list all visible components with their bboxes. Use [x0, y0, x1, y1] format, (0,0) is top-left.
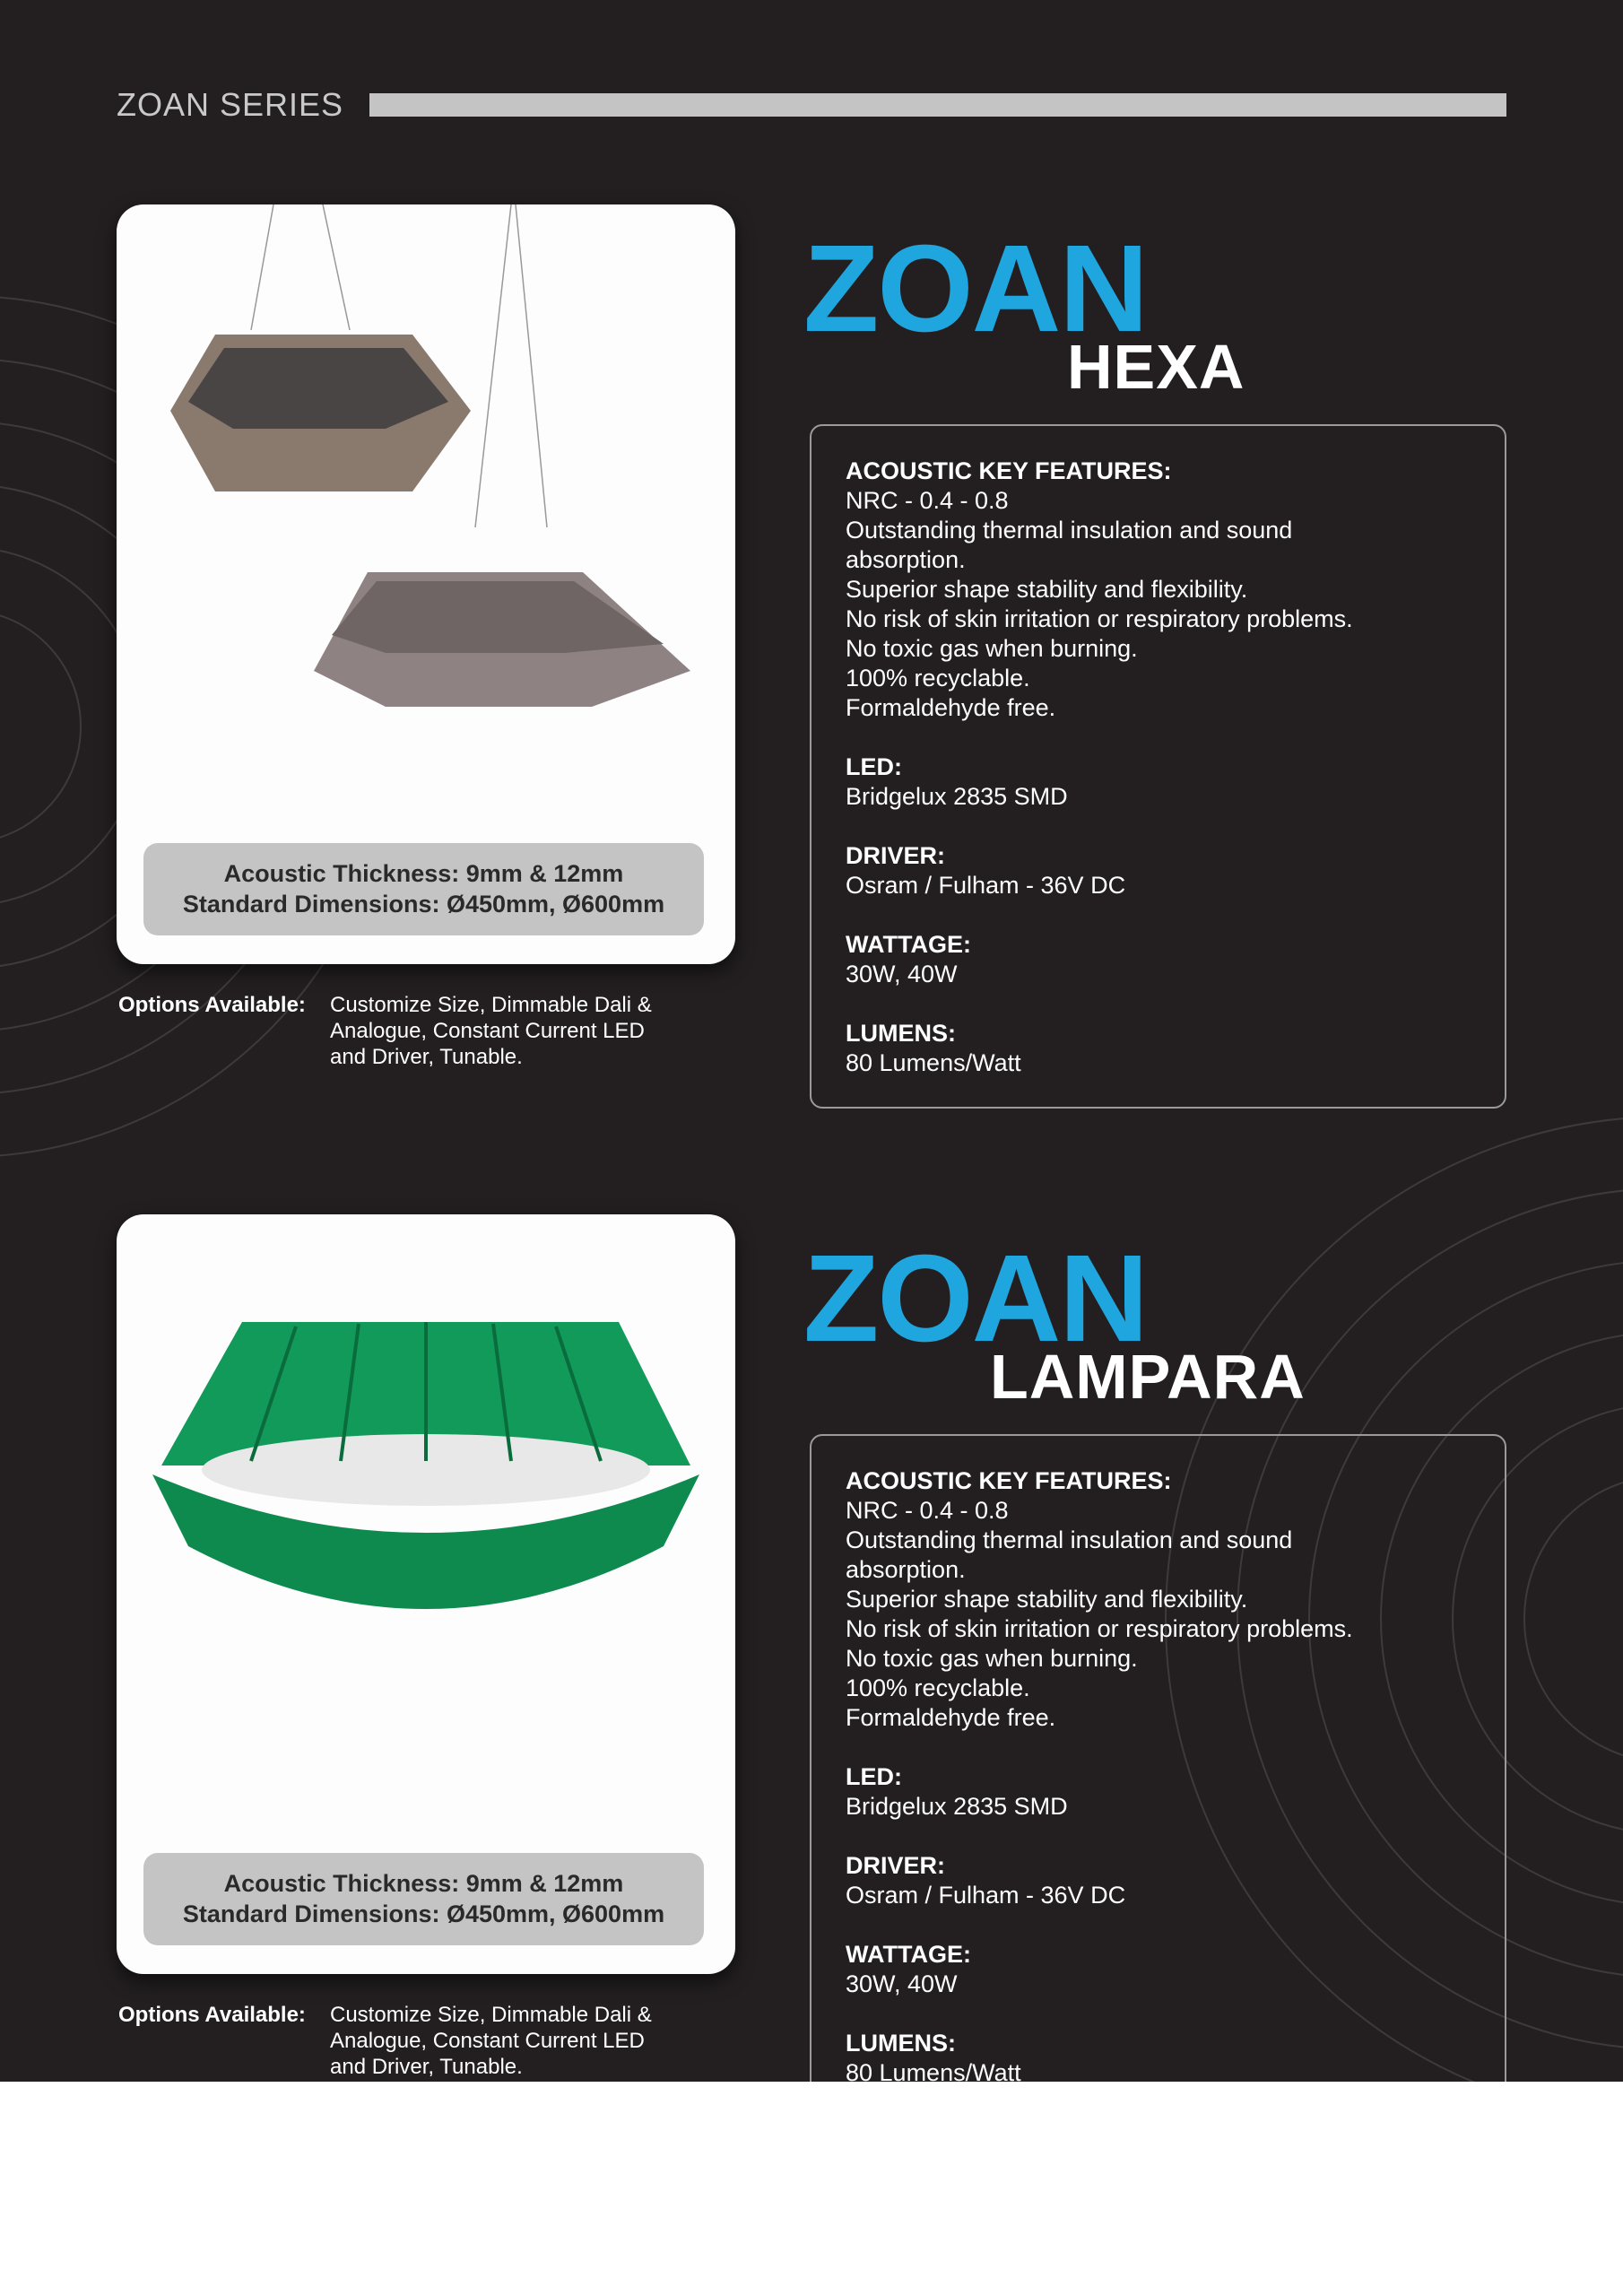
driver-value: Osram / Fulham - 36V DC: [846, 872, 1126, 899]
options-line: Customize Size, Dimmable Dali &: [330, 993, 652, 1017]
options-line: Analogue, Constant Current LED: [330, 2029, 645, 2053]
wattage-label: WATTAGE:: [846, 931, 971, 958]
lumens-value: 80 Lumens/Watt: [846, 1049, 1021, 1076]
wattage-value: 30W, 40W: [846, 961, 958, 987]
brand-title: ZOAN: [803, 220, 1147, 358]
feature-item: Formaldehyde free.: [846, 694, 1056, 721]
standard-dimensions: Standard Dimensions: Ø450mm, Ø600mm: [182, 891, 665, 918]
driver-label: DRIVER:: [846, 842, 946, 869]
lampara-lamp-image: [117, 1214, 735, 1842]
feature-item: NRC - 0.4 - 0.8: [846, 487, 1009, 514]
specs-chip: [143, 843, 704, 935]
options-label: Options Available:: [118, 993, 306, 1017]
features-heading: ACOUSTIC KEY FEATURES:: [846, 1467, 1172, 1494]
feature-item: absorption.: [846, 546, 966, 573]
led-value: Bridgelux 2835 SMD: [846, 1793, 1068, 1820]
feature-item: No toxic gas when burning.: [846, 1645, 1138, 1672]
options-label: Options Available:: [118, 2003, 306, 2027]
feature-item: 100% recyclable.: [846, 1674, 1030, 1701]
led-value: Bridgelux 2835 SMD: [846, 783, 1068, 810]
features-box: [810, 424, 1506, 1109]
options-line: Analogue, Constant Current LED: [330, 1019, 645, 1043]
feature-item: 100% recyclable.: [846, 665, 1030, 691]
feature-item: Outstanding thermal insulation and sound: [846, 1526, 1293, 1553]
options-line: and Driver, Tunable.: [330, 1045, 523, 1069]
product-image-card-hexa: [117, 204, 735, 964]
lumens-label: LUMENS:: [846, 1020, 956, 1047]
driver-value: Osram / Fulham - 36V DC: [846, 1882, 1126, 1909]
feature-item: No risk of skin irritation or respiratory problems.: [846, 1615, 1353, 1642]
wattage-value: 30W, 40W: [846, 1970, 958, 1997]
heading-rule: [369, 93, 1506, 117]
series-heading: ZOAN SERIES: [117, 86, 344, 123]
specs-chip: [143, 1853, 704, 1945]
hexa-lamp-image: [117, 204, 735, 832]
options-line: and Driver, Tunable.: [330, 2055, 523, 2079]
options-available: [118, 2002, 710, 2080]
model-title: HEXA: [1067, 332, 1245, 402]
feature-item: Superior shape stability and flexibility.: [846, 1586, 1248, 1613]
led-label: LED:: [846, 753, 902, 780]
product-image-card-lampara: [117, 1214, 735, 1974]
brand-title: ZOAN: [803, 1230, 1147, 1368]
lumens-label: LUMENS:: [846, 2030, 956, 2057]
feature-item: absorption.: [846, 1556, 966, 1583]
features-heading: ACOUSTIC KEY FEATURES:: [846, 457, 1172, 484]
model-title: LAMPARA: [990, 1342, 1306, 1412]
features-box: [810, 1434, 1506, 2082]
feature-item: No toxic gas when burning.: [846, 635, 1138, 662]
driver-label: DRIVER:: [846, 1852, 946, 1879]
standard-dimensions: Standard Dimensions: Ø450mm, Ø600mm: [182, 1900, 665, 1927]
options-line: Customize Size, Dimmable Dali &: [330, 2003, 652, 2027]
options-available: [118, 992, 710, 1070]
led-label: LED:: [846, 1763, 902, 1790]
feature-item: Superior shape stability and flexibility.: [846, 576, 1248, 603]
lumens-value: 80 Lumens/Watt: [846, 2059, 1021, 2082]
feature-item: No risk of skin irritation or respiratory problems.: [846, 605, 1353, 632]
acoustic-thickness: Acoustic Thickness: 9mm & 12mm: [223, 860, 624, 887]
wattage-label: WATTAGE:: [846, 1941, 971, 1968]
feature-item: Formaldehyde free.: [846, 1704, 1056, 1731]
feature-item: Outstanding thermal insulation and sound: [846, 517, 1293, 544]
acoustic-thickness: Acoustic Thickness: 9mm & 12mm: [223, 1870, 624, 1897]
feature-item: NRC - 0.4 - 0.8: [846, 1497, 1009, 1524]
